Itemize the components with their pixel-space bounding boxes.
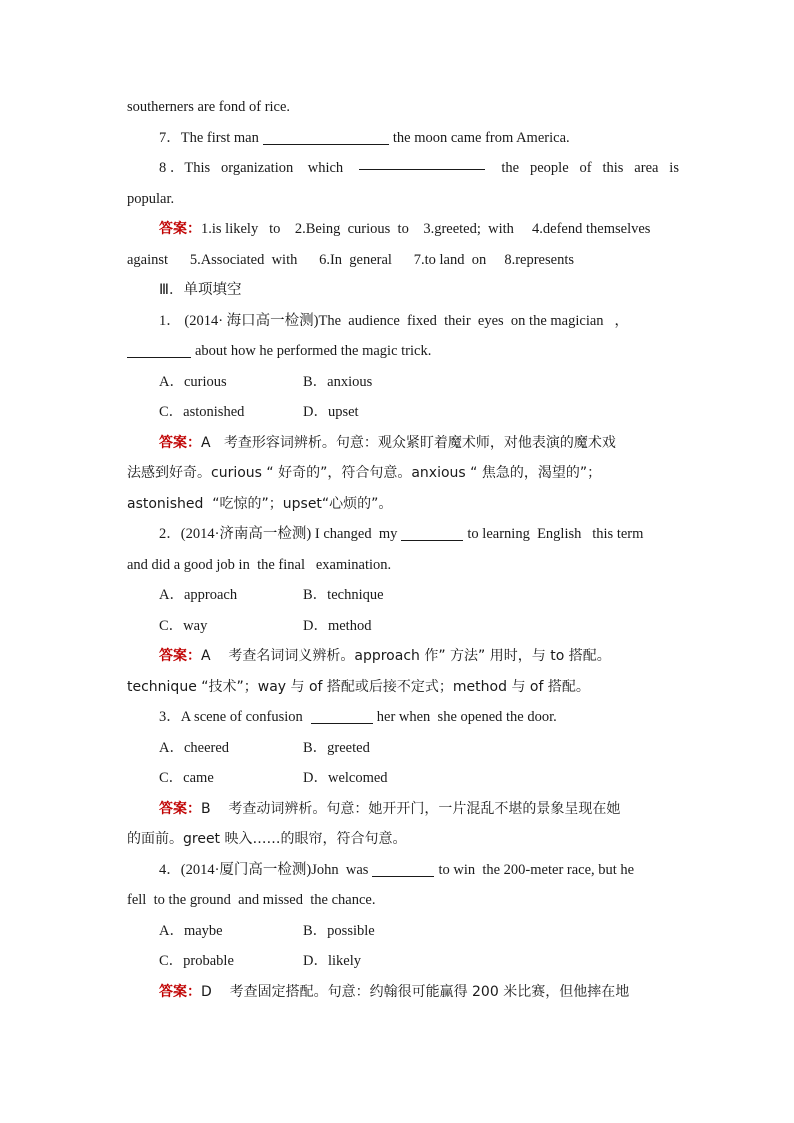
option-d: D．method xyxy=(303,617,372,634)
answer-label: 答案： xyxy=(159,648,201,664)
option-a: A．cheered xyxy=(159,739,230,756)
answer-block xyxy=(127,428,679,459)
option-b: B．greeted xyxy=(303,739,370,756)
answer-blank xyxy=(311,707,373,724)
question-2-text-end: to learning English this term xyxy=(467,526,644,542)
answer-block xyxy=(127,794,679,825)
option-c: C．astonished xyxy=(159,404,245,420)
answer-text-line: 的面前。greet 映入……的眼帘，符合句意。 xyxy=(127,831,407,847)
text-line: popular. xyxy=(127,190,175,207)
answer-block xyxy=(127,214,679,245)
question-2-stem xyxy=(127,519,679,550)
question-7-text: 7．The first man xyxy=(159,129,259,146)
section-title: Ⅲ．单项填空 xyxy=(159,282,242,298)
option-a: A．approach xyxy=(159,587,238,603)
question-1-text: about how he performed the magic trick. xyxy=(195,343,432,359)
question-1-stem: 1． (2014· 海口高一检测)The audience fixed their eyes on the magician ， xyxy=(159,312,629,329)
question-3-stem xyxy=(127,702,679,733)
question-7-text-end: the moon came from America. xyxy=(392,129,570,146)
option-b: B．anxious xyxy=(303,373,373,390)
question-4-stem xyxy=(127,855,679,886)
question-2-text: 2．(2014·济南高一检测) I changed my xyxy=(159,526,398,542)
question-4-text-end: to win the 200-meter race, but he xyxy=(438,861,635,878)
option-d: D．welcomed xyxy=(303,770,388,786)
answer-label: 答案： xyxy=(159,434,201,451)
options-row xyxy=(127,946,679,977)
options-row xyxy=(127,397,679,428)
answer-blank xyxy=(359,153,485,170)
option-b: B．technique xyxy=(303,587,384,603)
question-8-text: 8 ．This organization which xyxy=(159,160,344,176)
options-row xyxy=(127,733,679,764)
question-3-text: 3．A scene of confusion xyxy=(159,709,303,725)
answer-block xyxy=(127,977,679,1008)
option-c: C．way xyxy=(159,617,208,634)
option-b: B．possible xyxy=(303,922,375,939)
question-1-stem-cont xyxy=(127,336,679,367)
answer-blank xyxy=(372,860,434,877)
option-a: A．curious xyxy=(159,373,227,390)
document-page xyxy=(127,92,679,1007)
answer-label: 答案： xyxy=(159,800,201,817)
answer-text-line: technique “技术”；way 与 of 搭配或后接不定式；method 与 of 搭配。 xyxy=(127,678,590,695)
options-row xyxy=(127,580,679,611)
option-c: C．probable xyxy=(159,953,234,969)
options-row xyxy=(127,916,679,947)
answer-blank xyxy=(401,524,463,541)
options-row xyxy=(127,367,679,398)
options-row xyxy=(127,611,679,642)
answer-text: B 考查动词辨析。句意：她开开门，一片混乱不堪的景象呈现在她 xyxy=(201,800,621,817)
answer-text: A 考查形容词辨析。句意：观众紧盯着魔术师，对他表演的魔术戏 xyxy=(201,434,616,451)
question-3-text-end: her when she opened the door. xyxy=(376,709,557,725)
option-a: A．maybe xyxy=(159,922,223,939)
text-line: southerners are fond of rice. xyxy=(127,99,291,115)
answer-text-line: astonished “吃惊的”；upset“心烦的”。 xyxy=(127,495,393,512)
answer-label: 答案： xyxy=(159,983,201,1000)
option-d: D．likely xyxy=(303,953,361,969)
answer-blank xyxy=(127,341,191,358)
question-7 xyxy=(127,123,679,154)
option-d: D．upset xyxy=(303,404,359,420)
options-row xyxy=(127,763,679,794)
question-8-text-end: the people of this area is xyxy=(501,160,679,176)
answer-text-line: 法感到好奇。curious “ 好奇的”，符合句意。anxious “ 焦急的，渴望的”； xyxy=(127,465,602,481)
answer-blank xyxy=(263,128,389,145)
question-2-stem-cont: and did a good job in the final examination. xyxy=(127,556,392,573)
answer-block xyxy=(127,641,679,672)
answer-label: 答案： xyxy=(159,221,201,237)
answer-text: D 考查固定搭配。句意：约翰很可能赢得 200 米比赛，但他摔在地 xyxy=(201,983,630,1000)
question-4-text: 4．(2014·厦门高一检测)John was xyxy=(159,861,369,878)
option-c: C．came xyxy=(159,770,214,786)
question-4-stem-cont: fell to the ground and missed the chance. xyxy=(127,892,376,908)
answer-text: 1.is likely to 2.Being curious to 3.greeted; with 4.defend themselves xyxy=(201,221,651,237)
question-8 xyxy=(127,153,679,184)
answer-text-line: against 5.Associated with 6.In general 7.to land on 8.represents xyxy=(127,251,574,268)
answer-text: A 考查名词词义辨析。approach 作” 方法” 用时，与 to 搭配。 xyxy=(201,648,611,664)
